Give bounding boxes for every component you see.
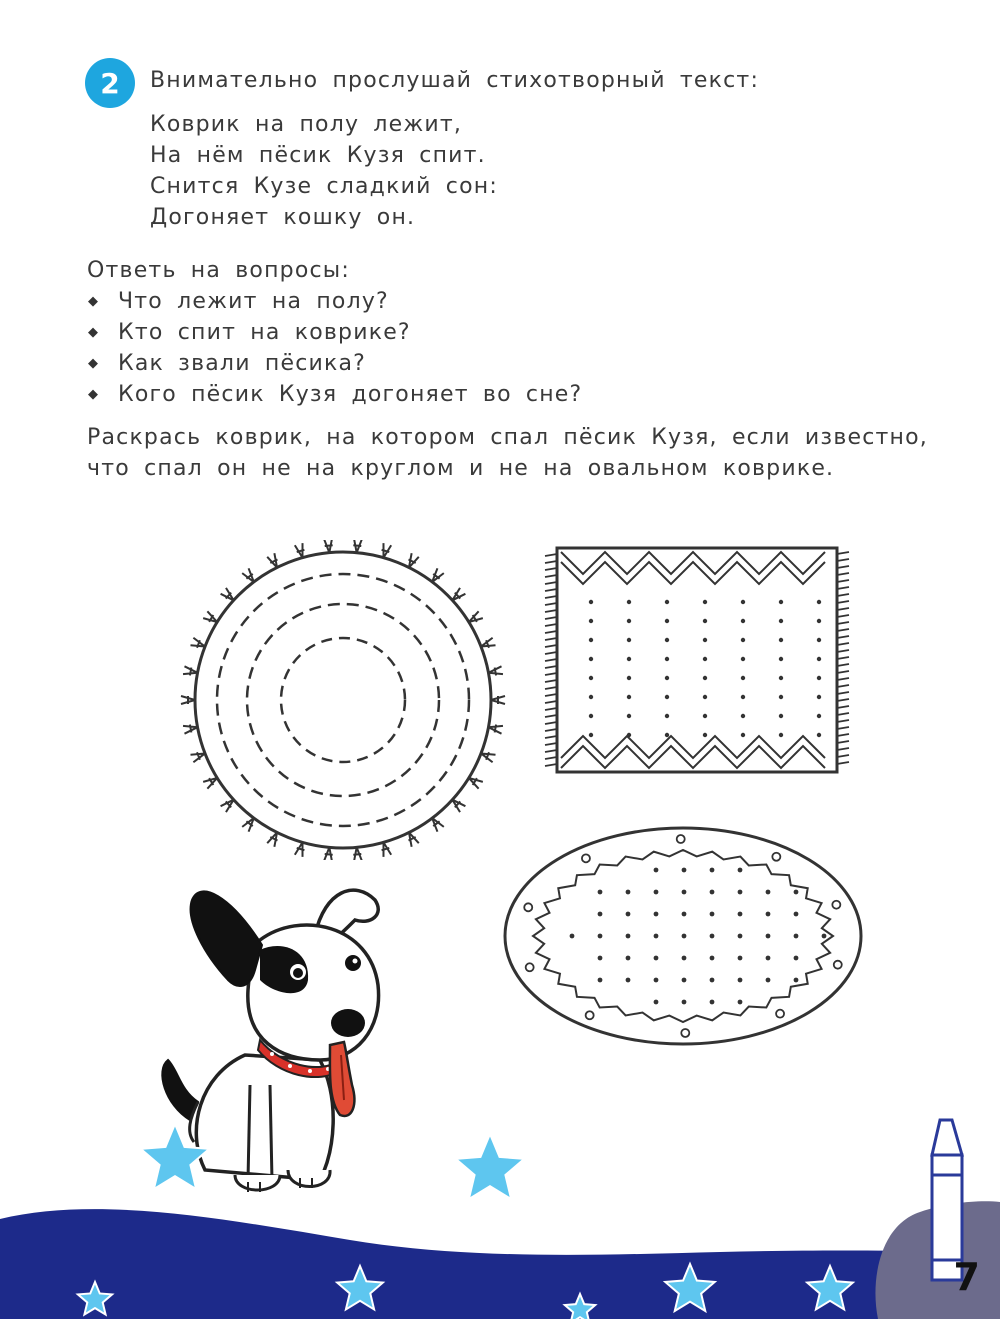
page-number: 7: [953, 1255, 980, 1299]
round-rug-illustration[interactable]: [175, 540, 515, 860]
bullet-icon: ◆: [88, 387, 98, 402]
bottom-wave-decoration: [0, 1100, 1000, 1319]
poem-line: Догоняет кошку он.: [150, 205, 416, 230]
questions-intro: Ответь на вопросы:: [87, 258, 350, 283]
poem-line: Коврик на полу лежит,: [150, 112, 463, 137]
question-item: Кого пёсик Кузя догоняет во сне?: [118, 382, 583, 407]
poem-line: Снится Кузе сладкий сон:: [150, 174, 498, 199]
bullet-icon: ◆: [88, 294, 98, 309]
oval-rug-illustration[interactable]: [500, 822, 868, 1052]
question-item: Как звали пёсика?: [118, 351, 367, 376]
rectangular-rug-illustration[interactable]: [535, 540, 860, 780]
poem-line: На нём пёсик Кузя спит.: [150, 143, 486, 168]
bullet-icon: ◆: [88, 325, 98, 340]
coloring-task-line: что спал он не на круглом и не на овальном коврике.: [87, 456, 835, 481]
bullet-icon: ◆: [88, 356, 98, 371]
coloring-task-line: Раскрась коврик, на котором спал пёсик Кузя, если известно,: [87, 425, 928, 450]
star-icon: [456, 1134, 524, 1199]
question-item: Кто спит на коврике?: [118, 320, 411, 345]
task-number-badge: 2: [85, 58, 135, 108]
task-instruction: Внимательно прослушай стихотворный текст:: [150, 68, 760, 93]
star-icon: [141, 1124, 209, 1189]
question-item: Что лежит на полу?: [118, 289, 389, 314]
